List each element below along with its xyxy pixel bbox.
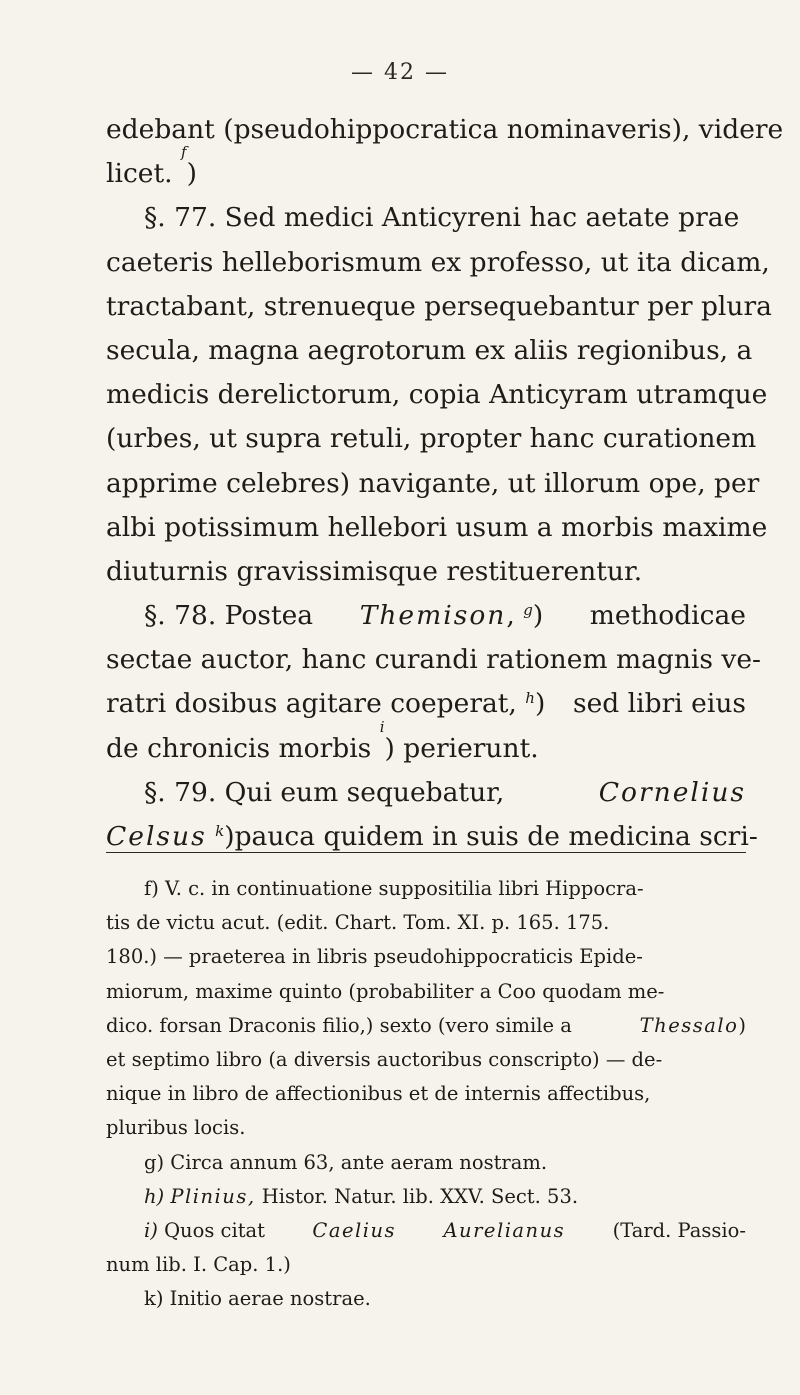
text-line: (urbes, ut supra retuli, propter hanc curationem <box>106 423 757 455</box>
text-line: albi potissimum hellebori usum a morbis maxime <box>106 511 768 543</box>
footnote-k: k) Initio aerae nostrae. <box>144 1287 371 1311</box>
footnote-ref-g[interactable]: g <box>523 601 533 620</box>
person-name-plinius: Plinius, <box>170 1184 256 1208</box>
footnote-ref-i[interactable]: i <box>379 717 385 736</box>
text-line: §. 77. Sed medici Anticyreni hac aetate prae <box>144 202 740 234</box>
footnote-g: g) Circa annum 63, ante aeram nostram. <box>144 1150 548 1174</box>
text-span: perierunt. <box>403 732 539 764</box>
text-line <box>106 771 746 815</box>
footnote-f-line: miorum, maxime quinto (probabiliter a Coo quodam me- <box>106 979 665 1003</box>
footnote-f-line: tis de victu acut. (edit. Chart. Tom. XI. p. 165. 175. <box>106 911 610 935</box>
text-line: edebant (pseudohippocratica nominaveris), videre <box>106 114 784 145</box>
text-span: §. 78. Postea <box>144 600 314 632</box>
page-number: — 42 — <box>351 60 449 85</box>
text-span: §. 79. Qui eum sequebatur, <box>144 776 505 808</box>
text-line: sectae auctor, hanc curandi rationem magnis ve- <box>106 644 762 676</box>
footnote-f-line: pluribus locis. <box>106 1116 246 1140</box>
text-span: dico. forsan Draconis filio,) sexto (vero simile a <box>106 1013 572 1037</box>
text-line: secula, magna aegrotorum ex aliis regionibus, a <box>106 334 753 366</box>
footnote-ref-h[interactable]: h <box>525 689 535 708</box>
person-name-cornelius: Cornelius <box>598 776 746 808</box>
text-span: pauca quidem in suis de medicina scri- <box>234 821 758 852</box>
person-name-aurelianus: Aurelianus <box>443 1218 566 1242</box>
footnote-ref-k[interactable]: k <box>215 822 225 840</box>
footnote-i-line: num lib. I. Cap. 1.) <box>106 1253 291 1277</box>
text-line: de chronicis morbis i ) perierunt. <box>106 727 746 771</box>
text-span: licet. <box>106 158 173 190</box>
text-line: medicis derelictorum, copia Anticyram utramque <box>106 379 768 411</box>
footnote-ref-f[interactable]: f <box>181 143 187 162</box>
text-span: sed libri eius <box>573 688 746 720</box>
footnote-f-line: 180.) — praeterea in libris pseudohippocraticis Epide- <box>106 945 643 969</box>
footnote-f-line: nique in libro de affectionibus et de internis affectibus, <box>106 1082 651 1106</box>
text-line: tractabant, strenueque persequebantur per plura <box>106 290 772 322</box>
text-line: caeteris helleborismum ex professo, ut ita dicam, <box>106 246 770 278</box>
text-line: §. 78. Postea Themison, $^g$) methodicae <box>106 594 746 638</box>
text-span: methodicae <box>589 600 746 632</box>
text-line: apprime celebres) navigante, ut illorum ope, per <box>106 467 760 499</box>
text-line: ratri dosibus agitare coeperat, $^h$) sed libri eius <box>106 682 746 726</box>
text-span: ratri dosibus agitare coeperat, <box>106 688 517 720</box>
text-line: diuturnis gravissimisque restituerentur. <box>106 555 643 587</box>
main-text <box>106 108 784 859</box>
text-line: licet. f ) <box>106 152 746 196</box>
person-name-themison: Themison <box>359 600 507 632</box>
text-span: de chronicis morbis <box>106 732 372 764</box>
footnote-f-line: f) V. c. in continuatione suppositilia libri Hippocra- <box>144 877 644 900</box>
footnote-divider <box>106 852 746 853</box>
person-name-thessalo: Thessalo <box>639 1013 739 1037</box>
text-line: Celsus $^k$) pauca quidem in suis de medicina scri- <box>106 815 746 859</box>
footnotes <box>106 872 746 1316</box>
footnote-f-line: dico. forsan Draconis filio,) sexto (vero simile a Thessalo) <box>106 1009 746 1043</box>
footnote-h: h) Plinius, Histor. Natur. lib. XXV. Sect. 53. <box>106 1180 746 1214</box>
footnote-i: i) Quos citat Caelius Aurelianus (Tard. Passio- <box>106 1214 746 1248</box>
person-name-celsus: Celsus <box>106 821 207 852</box>
person-name-caelius: Caelius <box>312 1218 397 1242</box>
footnote-f-line: et septimo libro (a diversis auctoribus conscripto) — de- <box>106 1047 663 1071</box>
